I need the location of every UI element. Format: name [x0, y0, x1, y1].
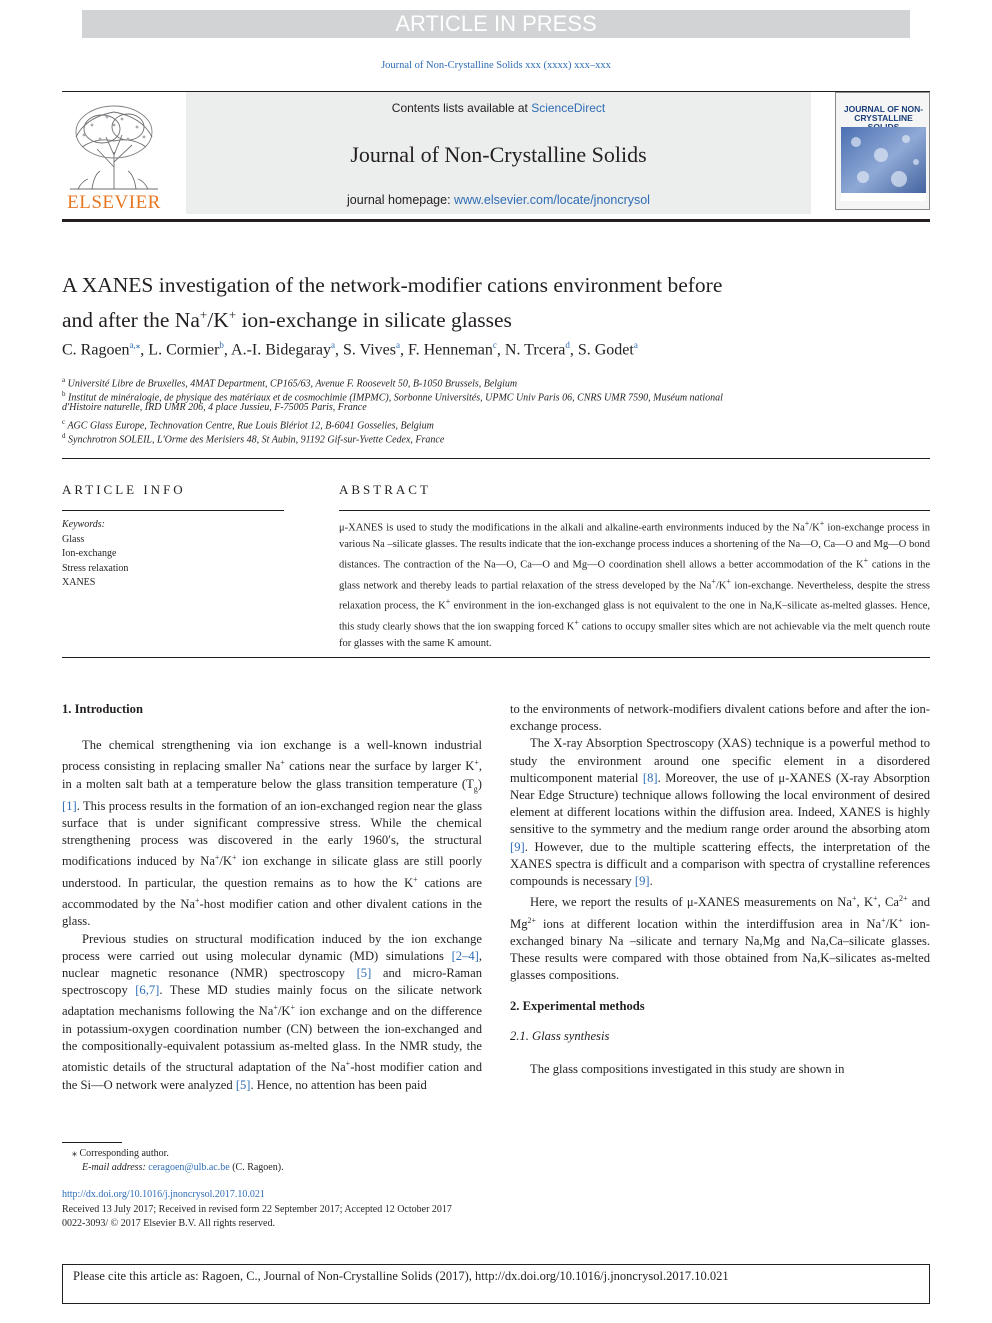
abstract-text: μ-XANES is used to study the modifications in the alkali and alkaline-earth environments induced by the Na+/K+ ion-exchange process in various Na –silicate glasses. The results indicate that the ion-exchange process induces a shortening of the Na—O, Ca—O and Mg—O bond distances. The contraction of the Na—O, Ca—O and Mg—O coordination shell allows a better accommodation of the K+ cations in the glass network and thereby leads to partial relaxation of the stress developed by the Na+/K+ ion-exchange. Nevertheless, despite the stress relaxation process, the K+ environment in the ion-exchanged glass is not equivalent to the one in Na,K–silicate as-melted glasses. Hence, this study clearly shows that the ion swapping forced K+ cations to occupy smaller sites which are not achievable via the melt quench route for glasses with the same K amount.	[339, 519, 931, 649]
affiliation-continued: d'Histoire naturelle, IRD UMR 206, 4 place Jussieu, F-75005 Paris, France	[62, 402, 367, 413]
article-info-heading: ARTICLE INFO	[62, 482, 186, 497]
author-name[interactable]: N. Trcera	[504, 341, 566, 359]
copyright: 0022-3093/ © 2017 Elsevier B.V. All rights reserved.	[62, 1218, 275, 1229]
journal-reference-link[interactable]: Journal of Non-Crystalline Solids xxx (xxxx) xxx–xxx	[381, 60, 611, 71]
footnote-rule	[62, 1142, 122, 1143]
section-2-1-heading: 2.1. Glass synthesis	[510, 1028, 610, 1043]
author-affiliation-sup[interactable]: b	[219, 340, 224, 350]
corresponding-author-note: ⁎ Corresponding author.	[72, 1148, 169, 1159]
affiliation: $^a$ Université Libre de Bruxelles, 4MAT Department, CP165/63, Avenue F. Roosevelt 50, B-1050 Brussels, Belgium	[62, 376, 518, 390]
author-name[interactable]: S. Godet	[577, 341, 634, 359]
citation-link[interactable]: [2–4]	[451, 948, 479, 963]
title-line-2: and after the Na+/K+ ion-exchange in silicate glasses	[62, 307, 512, 333]
divider	[62, 657, 930, 658]
author-affiliation-sup[interactable]: d	[565, 340, 570, 350]
homepage-prefix: journal homepage:	[347, 193, 455, 207]
divider	[339, 510, 930, 511]
email-link[interactable]: ceragoen@ulb.ac.be	[148, 1162, 230, 1173]
citation-link[interactable]: [9]	[510, 839, 525, 854]
body-left-column	[62, 701, 482, 1094]
author-affiliation-sup[interactable]: a,⁎	[129, 340, 141, 350]
keywords-block	[62, 518, 282, 591]
results-paragraph: Here, we report the results of μ-XANES measurements on Na+, K+, $Ca^{2+}$ and $Mg^{2+}$ ions at different location within the interdiffusion area in Na+/K+ ion-exchanged binary Na –silicate and ternary Na,Mg and Na,Ca–silicate glasses. These results were compared with those obtained from Na,K–silicates as-melted glasses compositions.	[510, 894, 931, 983]
article-in-press-banner: ARTICLE IN PRESS	[82, 10, 910, 38]
author-name[interactable]: C. Ragoen	[62, 341, 130, 359]
citation-link[interactable]: [8]	[642, 770, 658, 785]
cover-art-icon	[841, 127, 926, 201]
divider	[62, 510, 284, 511]
citation-link[interactable]: [1]	[62, 798, 77, 813]
please-cite-text[interactable]: Please cite this article as: Ragoen, C., Journal of Non-Crystalline Solids (2017), http://dx.doi.org/10.1016/j.jnoncrysol.2017.10.021	[73, 1269, 729, 1283]
body-right-column	[510, 701, 930, 1078]
citation-link[interactable]: [9]	[634, 874, 650, 889]
keyword: Glass	[62, 533, 85, 545]
author-affiliation-sup[interactable]: a	[395, 340, 400, 350]
author-affiliation-sup[interactable]: a	[633, 340, 638, 350]
affiliation: $^b$ Institut de minéralogie, de physique des matériaux et de cosmochimie (IMPMC), Sorbonne Universités, UPMC Univ Paris 06, CNRS UMR 7590, Muséum national	[62, 390, 723, 404]
author-name[interactable]: S. Vives	[342, 341, 396, 359]
email-note: E-mail address: ceragoen@ulb.ac.be (C. Ragoen).	[82, 1162, 284, 1173]
section-1-heading: 1. Introduction	[62, 702, 143, 716]
affiliation: $^c$ AGC Glass Europe, Technovation Centre, Rue Louis Blériot 12, B-6041 Gosselies, Belgium	[62, 418, 434, 432]
contents-line	[186, 101, 811, 115]
article-title	[62, 270, 930, 335]
glass-synthesis-paragraph: The glass compositions investigated in this study are shown in	[530, 1062, 845, 1077]
author-name[interactable]: F. Henneman	[407, 341, 493, 359]
title-line-1: A XANES investigation of the network-modifier cations environment before	[62, 273, 723, 297]
citation-link[interactable]: [6,7]	[135, 983, 160, 998]
cover-title: JOURNAL OF NON-CRYSTALLINE	[843, 104, 924, 123]
elsevier-wordmark: ELSEVIER	[67, 192, 161, 213]
homepage-line	[186, 193, 811, 207]
divider	[62, 458, 930, 459]
keywords-label: Keywords:	[62, 519, 105, 530]
sciencedirect-link[interactable]: ScienceDirect	[531, 101, 606, 115]
masthead-bottom-rule	[62, 219, 930, 222]
section-2-heading: 2. Experimental methods	[510, 998, 645, 1013]
received-dates: Received 13 July 2017; Received in revised form 22 September 2017; Accepted 12 October 2017	[62, 1204, 452, 1215]
contents-prefix: Contents lists available at	[391, 101, 532, 115]
xas-paragraph: The X-ray Absorption Spectroscopy (XAS) technique is a powerful method to study the environment around one specific element in a disordered multicomponent material [8]. Moreover, the use of μ-XANES (X-ray Absorption Near Edge Structure) technique allows following the local environment of desired element at different locations within the diffusion area. Indeed, XANES is highly sensitive to the symmetry and the medium range order around the absorbing atom [9]. However, due to the multiple scattering effects, the interpretation of the XANES spectra is difficult and a comparison with spectra of crystalline references compounds is necessary [9].	[510, 736, 930, 889]
affiliation: $^d$ Synchrotron SOLEIL, L'Orme des Merisiers 48, St Aubin, 91192 Gif-sur-Yvette Cedex, France	[62, 432, 445, 446]
journal-name: Journal of Non-Crystalline Solids	[350, 142, 647, 167]
author-affiliation-sup[interactable]: a	[330, 340, 335, 350]
citation-link[interactable]: [5]	[356, 965, 372, 980]
keyword: Stress relaxation	[62, 562, 129, 574]
intro-paragraph-2: Previous studies on structural modification induced by the ion exchange process were carried out using molecular dynamic (MD) simulations [2–4], nuclear magnetic resonance (NMR) spectroscopy [5] and micro-Raman spectroscopy [6,7]. These MD studies mainly focus on the silicate network adaptation mechanisms following the Na+/K+ ion exchange and on the difference in potassium-oxygen coordination number (CN) between the ion-exchanged and the compositionally-equivalent potassium as-melted glass. In the NMR study, the atomistic details of the structural adaptation of the Na+-host modifier cation and the Si—O network were analyzed [5]. Hence, no attention has been paid	[62, 931, 483, 1092]
author-affiliation-sup[interactable]: c	[492, 340, 497, 350]
abstract-heading: ABSTRACT	[339, 482, 431, 497]
right-paragraph-continued: to the environments of network-modifiers divalent cations before and after the ion-exchange process.	[510, 702, 930, 734]
author-list: C. Ragoen$^{a,⁎}$, L. Cormier$^b$, A.-I. Bidegaray$^a$, S. Vives$^a$, F. Henneman$^c$, N. Trcera$^d$, S. Godet$^a$	[62, 340, 638, 359]
intro-paragraph-1: The chemical strengthening via ion exchange is a well-known industrial process consisting in replacing smaller Na+ cations near the surface by larger K+, in a molten salt bath at a temperature below the glass transition temperature $(T_g)$ [1]. This process results in the formation of an ion-exchanged region near the glass surface that is under significant compressive stress. While the chemical strengthening process was discovered in the early 1960′s, the structural modifications induced by Na+/K+ ion exchange in silicate glass are still poorly understood. In particular, the question remains as to how the K+ cations are accommodated by the Na+-host modifier cation and other divalent cations in the glass.	[62, 738, 482, 929]
keyword: Ion-exchange	[62, 548, 117, 559]
keyword: XANES	[62, 577, 96, 588]
author-name[interactable]: A.-I. Bidegaray	[231, 341, 331, 359]
doi-link[interactable]: http://dx.doi.org/10.1016/j.jnoncrysol.2017.10.021	[62, 1189, 265, 1200]
please-cite-box	[62, 1264, 930, 1304]
homepage-link[interactable]: www.elsevier.com/locate/jnoncrysol	[454, 193, 650, 207]
citation-link[interactable]: [5]	[235, 1077, 251, 1092]
journal-cover-thumbnail[interactable]	[835, 92, 930, 210]
author-name[interactable]: L. Cormier	[148, 341, 220, 359]
